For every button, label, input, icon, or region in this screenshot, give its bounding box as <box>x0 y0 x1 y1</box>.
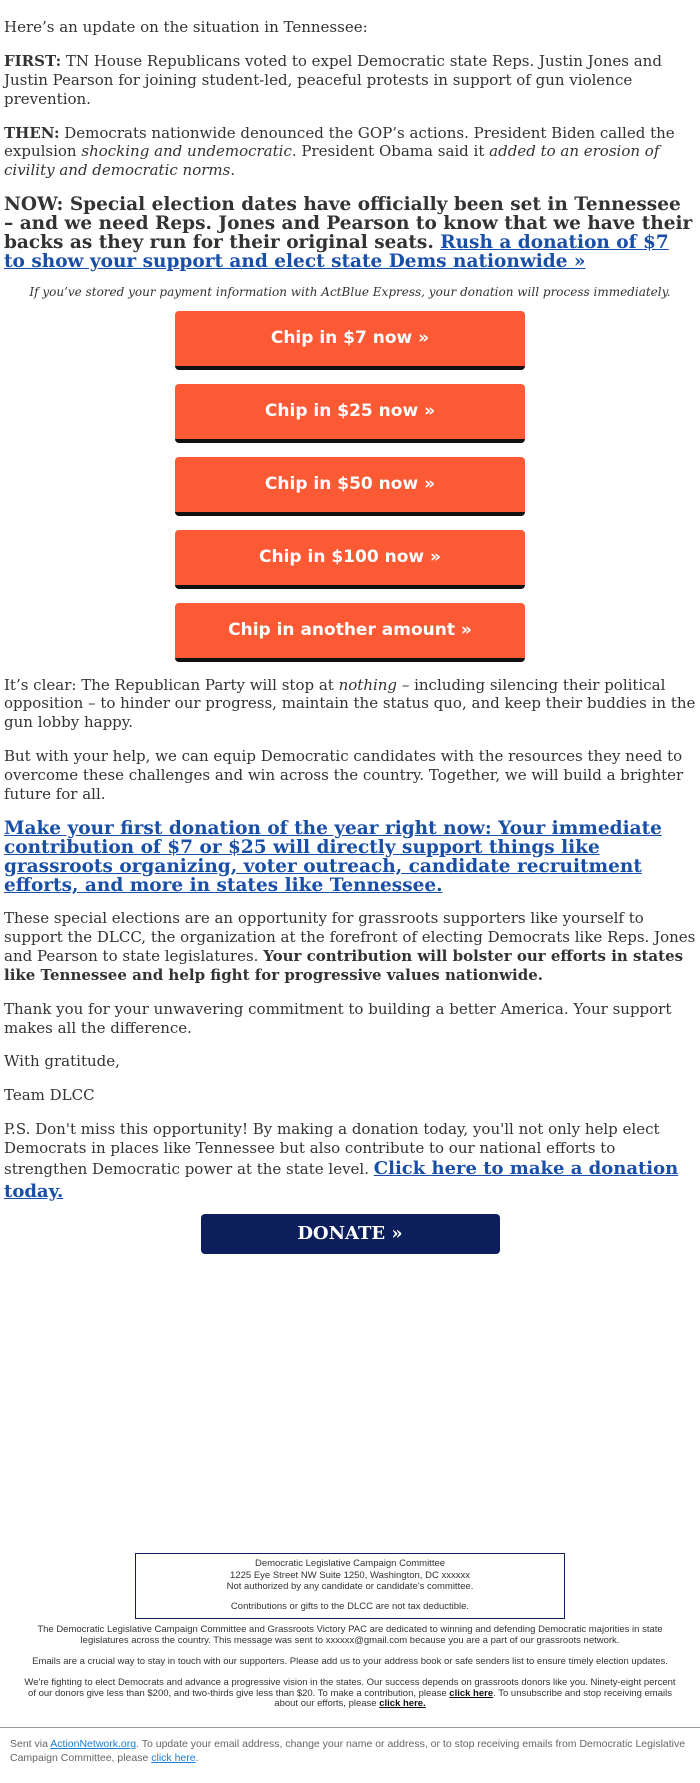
clear-text-2: – including silencing their political opposition – to hinder our progress, maintain the status quo, and keep their buddies in the gun lobby happy. <box>4 675 696 732</box>
sent-via-prefix: Sent via <box>10 1738 48 1751</box>
clear-emphasis: nothing <box>338 675 398 694</box>
ps-paragraph <box>4 1120 696 1203</box>
then-label: THEN: <box>4 123 60 142</box>
first-donation-link[interactable]: Make your first donation of the year right now: Your immediate contribution of $7 or $25 will directly support things like grassroots organizing, voter outreach, candidate recruitment efforts, and more in states like Tennessee. <box>4 817 662 897</box>
sent-via-text: . To update your email address, change your name or address, or to stop receiving emails from Democratic Legislative Campaign Committee, please <box>10 1738 686 1765</box>
footer-not-authorized: Not authorized by any candidate or candidate's committee. <box>226 1581 474 1593</box>
clear-text-1: It’s clear: The Republican Party will stop at <box>4 675 334 694</box>
first-paragraph <box>4 52 696 109</box>
then-paragraph <box>4 124 696 181</box>
sent-via-footer <box>0 1728 700 1765</box>
chip-25-button[interactable]: Chip in $25 now » <box>175 384 525 443</box>
rush-donation-link[interactable]: Rush a donation of $7 to show your support and elect state Dems nationwide » <box>4 232 669 273</box>
spacer <box>4 1254 696 1553</box>
ps-donate-link[interactable]: Click here to make a donation today. <box>4 1157 679 1202</box>
but-with-paragraph: But with your help, we can equip Democratic candidates with the resources they need to overcome these challenges and win across the country. Together, we will build a brighter future for all. <box>4 747 684 803</box>
footer-fighting-text-2: . To unsubscribe and stop receiving emails about our efforts, please <box>274 1687 672 1710</box>
sent-via-end: . <box>195 1752 199 1765</box>
special-elections-paragraph <box>4 909 696 985</box>
donate-button[interactable]: DONATE » <box>201 1214 500 1254</box>
then-quote-obama: added to an erosion of civility and democratic norms <box>4 142 660 180</box>
thanks-paragraph: Thank you for your unwavering commitment to building a better America. Your support makes all the difference. <box>4 999 672 1037</box>
footer-gap <box>142 1592 558 1601</box>
actblue-note: If you’ve stored your payment information with ActBlue Express, your donation will process immediately. <box>29 285 671 300</box>
closing-text: With gratitude, <box>4 1052 120 1071</box>
unsubscribe-link[interactable]: click here. <box>379 1698 426 1710</box>
footer-fighting-text: We're fighting to elect Democrats and advance a progressive vision in the states. Our success depends on grassroots donors like you. Ninety-eight percent of our donors give less than $200, and two-thirds give less than $20. To make a contribution, please <box>24 1676 676 1699</box>
signature: Team DLCC <box>4 1086 95 1105</box>
then-text-2: . President Obama said it <box>291 142 485 161</box>
then-text-3: . <box>230 161 236 180</box>
now-text: NOW: Special election dates have officially been set in Tennessee – and we need Reps. Jones and Pearson to know that we have their backs as they run for their original seats. <box>4 194 693 254</box>
footer-address: 1225 Eye Street NW Suite 1250, Washington, DC xxxxxx <box>230 1569 470 1581</box>
first-donation-paragraph <box>4 819 696 895</box>
footer-emails: Emails are a crucial way to stay in touch with our supporters. Please add us to your address book or safe senders list to ensure timely election updates. <box>32 1655 668 1667</box>
footer-tax-note: Contributions or gifts to the DLCC are not tax deductible. <box>230 1601 470 1613</box>
special-bold: Your contribution will bolster our efforts in states like Tennessee and help fight for progressive values nationwide. <box>4 946 684 984</box>
chip-7-button[interactable]: Chip in $7 now » <box>175 311 525 370</box>
update-preferences-link[interactable]: click here <box>151 1752 196 1765</box>
first-text: TN House Republicans voted to expel Democratic state Reps. Justin Jones and Justin Pearson for joining student-led, peaceful protests in support of gun violence prevention. <box>4 51 662 108</box>
contribute-link[interactable]: click here <box>449 1687 494 1699</box>
clear-paragraph <box>4 676 696 733</box>
footer-org-name: Democratic Legislative Campaign Committee <box>254 1558 446 1570</box>
now-paragraph <box>4 195 696 271</box>
then-quote-biden: shocking and undemocratic <box>81 142 292 161</box>
chip-other-amount-button[interactable]: Chip in another amount » <box>175 603 525 662</box>
footer-dedicated: The Democratic Legislative Campaign Committee and Grassroots Victory PAC are dedicated to winning and defending Democratic majorities in state legislatures across the country. This message was sent to xxxxxx@gmail.com because you are a part of our grassroots network. <box>37 1623 663 1646</box>
donate-wrap <box>4 1214 696 1254</box>
footer-fighting <box>22 1678 678 1711</box>
first-label: FIRST: <box>4 51 62 70</box>
intro-text: Here’s an update on the situation in Tennessee: <box>4 18 368 36</box>
chip-50-button[interactable]: Chip in $50 now » <box>175 457 525 516</box>
chip-button-stack <box>175 311 525 662</box>
ps-text: P.S. Don't miss this opportunity! By making a donation today, you'll not only help elect Democrats in places like Tennessee but also contribute to our national efforts to strengthen Democratic power at the state level. <box>4 1120 660 1178</box>
special-text: These special elections are an opportunity for grassroots supporters like yourself to support the DLCC, the organization at the forefront of electing Democrats like Reps. Jones and Pearson to state legislatures. <box>4 909 696 965</box>
then-text-1: Democrats nationwide denounced the GOP’s actions. President Biden called the expulsion <box>4 123 675 161</box>
actionnetwork-link[interactable]: ActionNetwork.org <box>50 1738 137 1751</box>
chip-100-button[interactable]: Chip in $100 now » <box>175 530 525 589</box>
footer-address-box <box>135 1553 565 1619</box>
